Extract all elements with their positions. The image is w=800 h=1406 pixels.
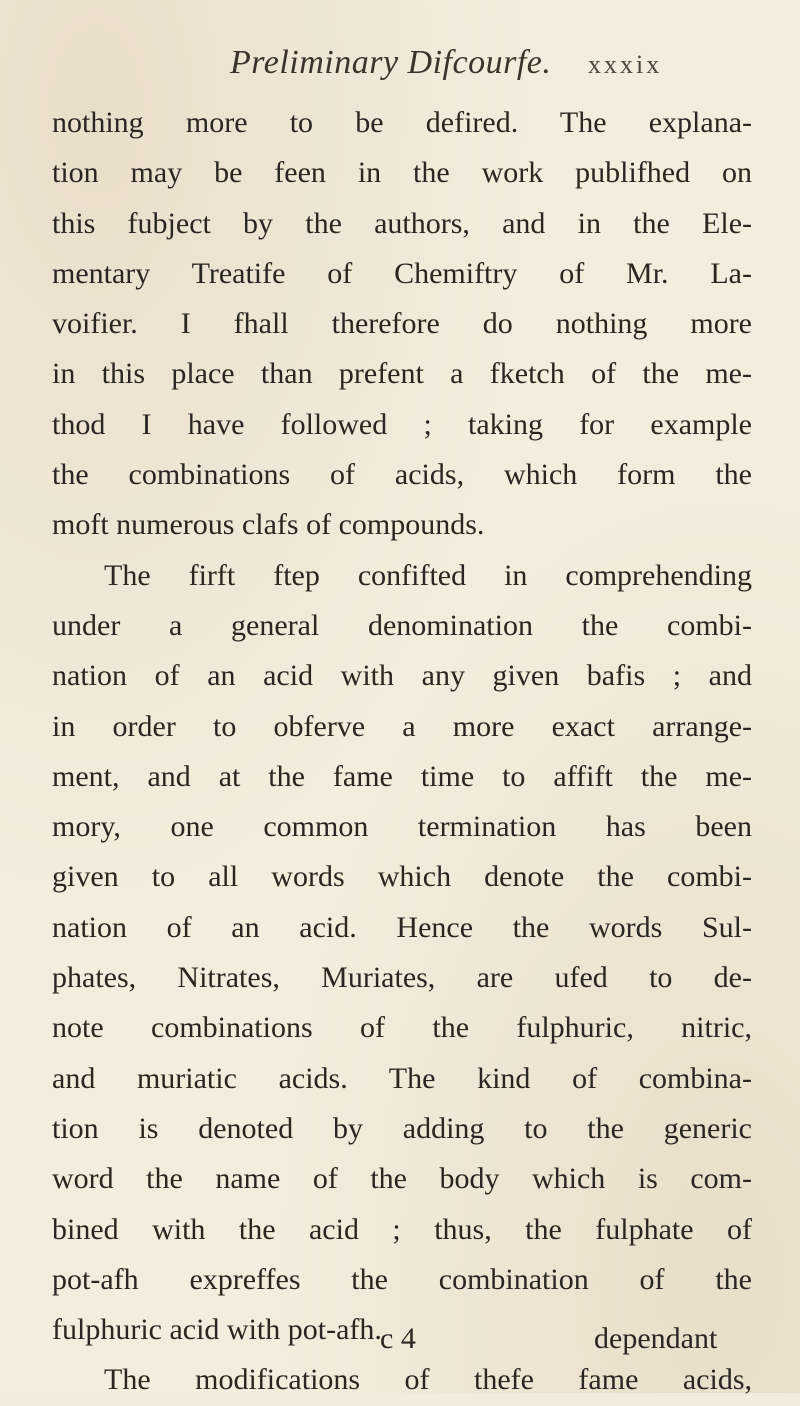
text-line: word the name of the body which is com- <box>52 1162 752 1196</box>
text-line: phates, Nitrates, Muriates, are ufed to de- <box>52 961 752 995</box>
text-line: nation of an acid. Hence the words Sul- <box>52 910 752 944</box>
signature-mark: c 4 <box>380 1322 416 1355</box>
page-number: xxxix <box>588 50 663 79</box>
text-line: nothing more to be defired. The explana- <box>52 106 752 139</box>
text-line: this fubject by the authors, and in the Ele- <box>52 206 752 240</box>
text-line: ment, and at the fame time to affift the me- <box>52 759 752 793</box>
running-title: Preliminary Difcourfe. <box>230 44 552 81</box>
catchword: dependant <box>594 1322 718 1355</box>
text-line: the combinations of acids, which form the <box>52 458 752 492</box>
text-line: and muriatic acids. The kind of combina- <box>52 1061 752 1095</box>
text-line: moft numerous clafs of compounds. <box>52 508 485 542</box>
text-line: in order to obferve a more exact arrange- <box>52 709 752 743</box>
text-line: nation of an acid with any given bafis ; and <box>52 659 752 693</box>
text-line: fulphuric acid with pot-afh. <box>52 1313 382 1347</box>
text-line: in this place than prefent a fketch of the me- <box>52 357 752 391</box>
running-head <box>0 44 800 84</box>
text-line: mory, one common termination has been <box>52 810 752 844</box>
text-line: bined with the acid ; thus, the fulphate of <box>52 1212 752 1246</box>
text-line: note combinations of the fulphuric, nitric, <box>52 1011 752 1045</box>
text-line: given to all words which denote the combi- <box>52 860 752 894</box>
paragraph-first-line: The firft ftep confifted in comprehending <box>104 558 752 592</box>
text-line: under a general denomination the combi- <box>52 608 752 642</box>
text-line: tion is denoted by adding to the generic <box>52 1111 752 1145</box>
page-footer <box>0 1322 800 1368</box>
body-text <box>52 98 752 1406</box>
text-line: pot-afh expreffes the combination of the <box>52 1262 752 1296</box>
text-line: voifier. I fhall therefore do nothing more <box>52 307 752 341</box>
text-line: tion may be feen in the work publifhed on <box>52 156 752 190</box>
text-line: thod I have followed ; taking for example <box>52 407 752 441</box>
paragraph-first-line: The modifications of thefe fame acids, <box>104 1363 752 1397</box>
text-line: mentary Treatife of Chemiftry of Mr. La- <box>52 256 752 290</box>
